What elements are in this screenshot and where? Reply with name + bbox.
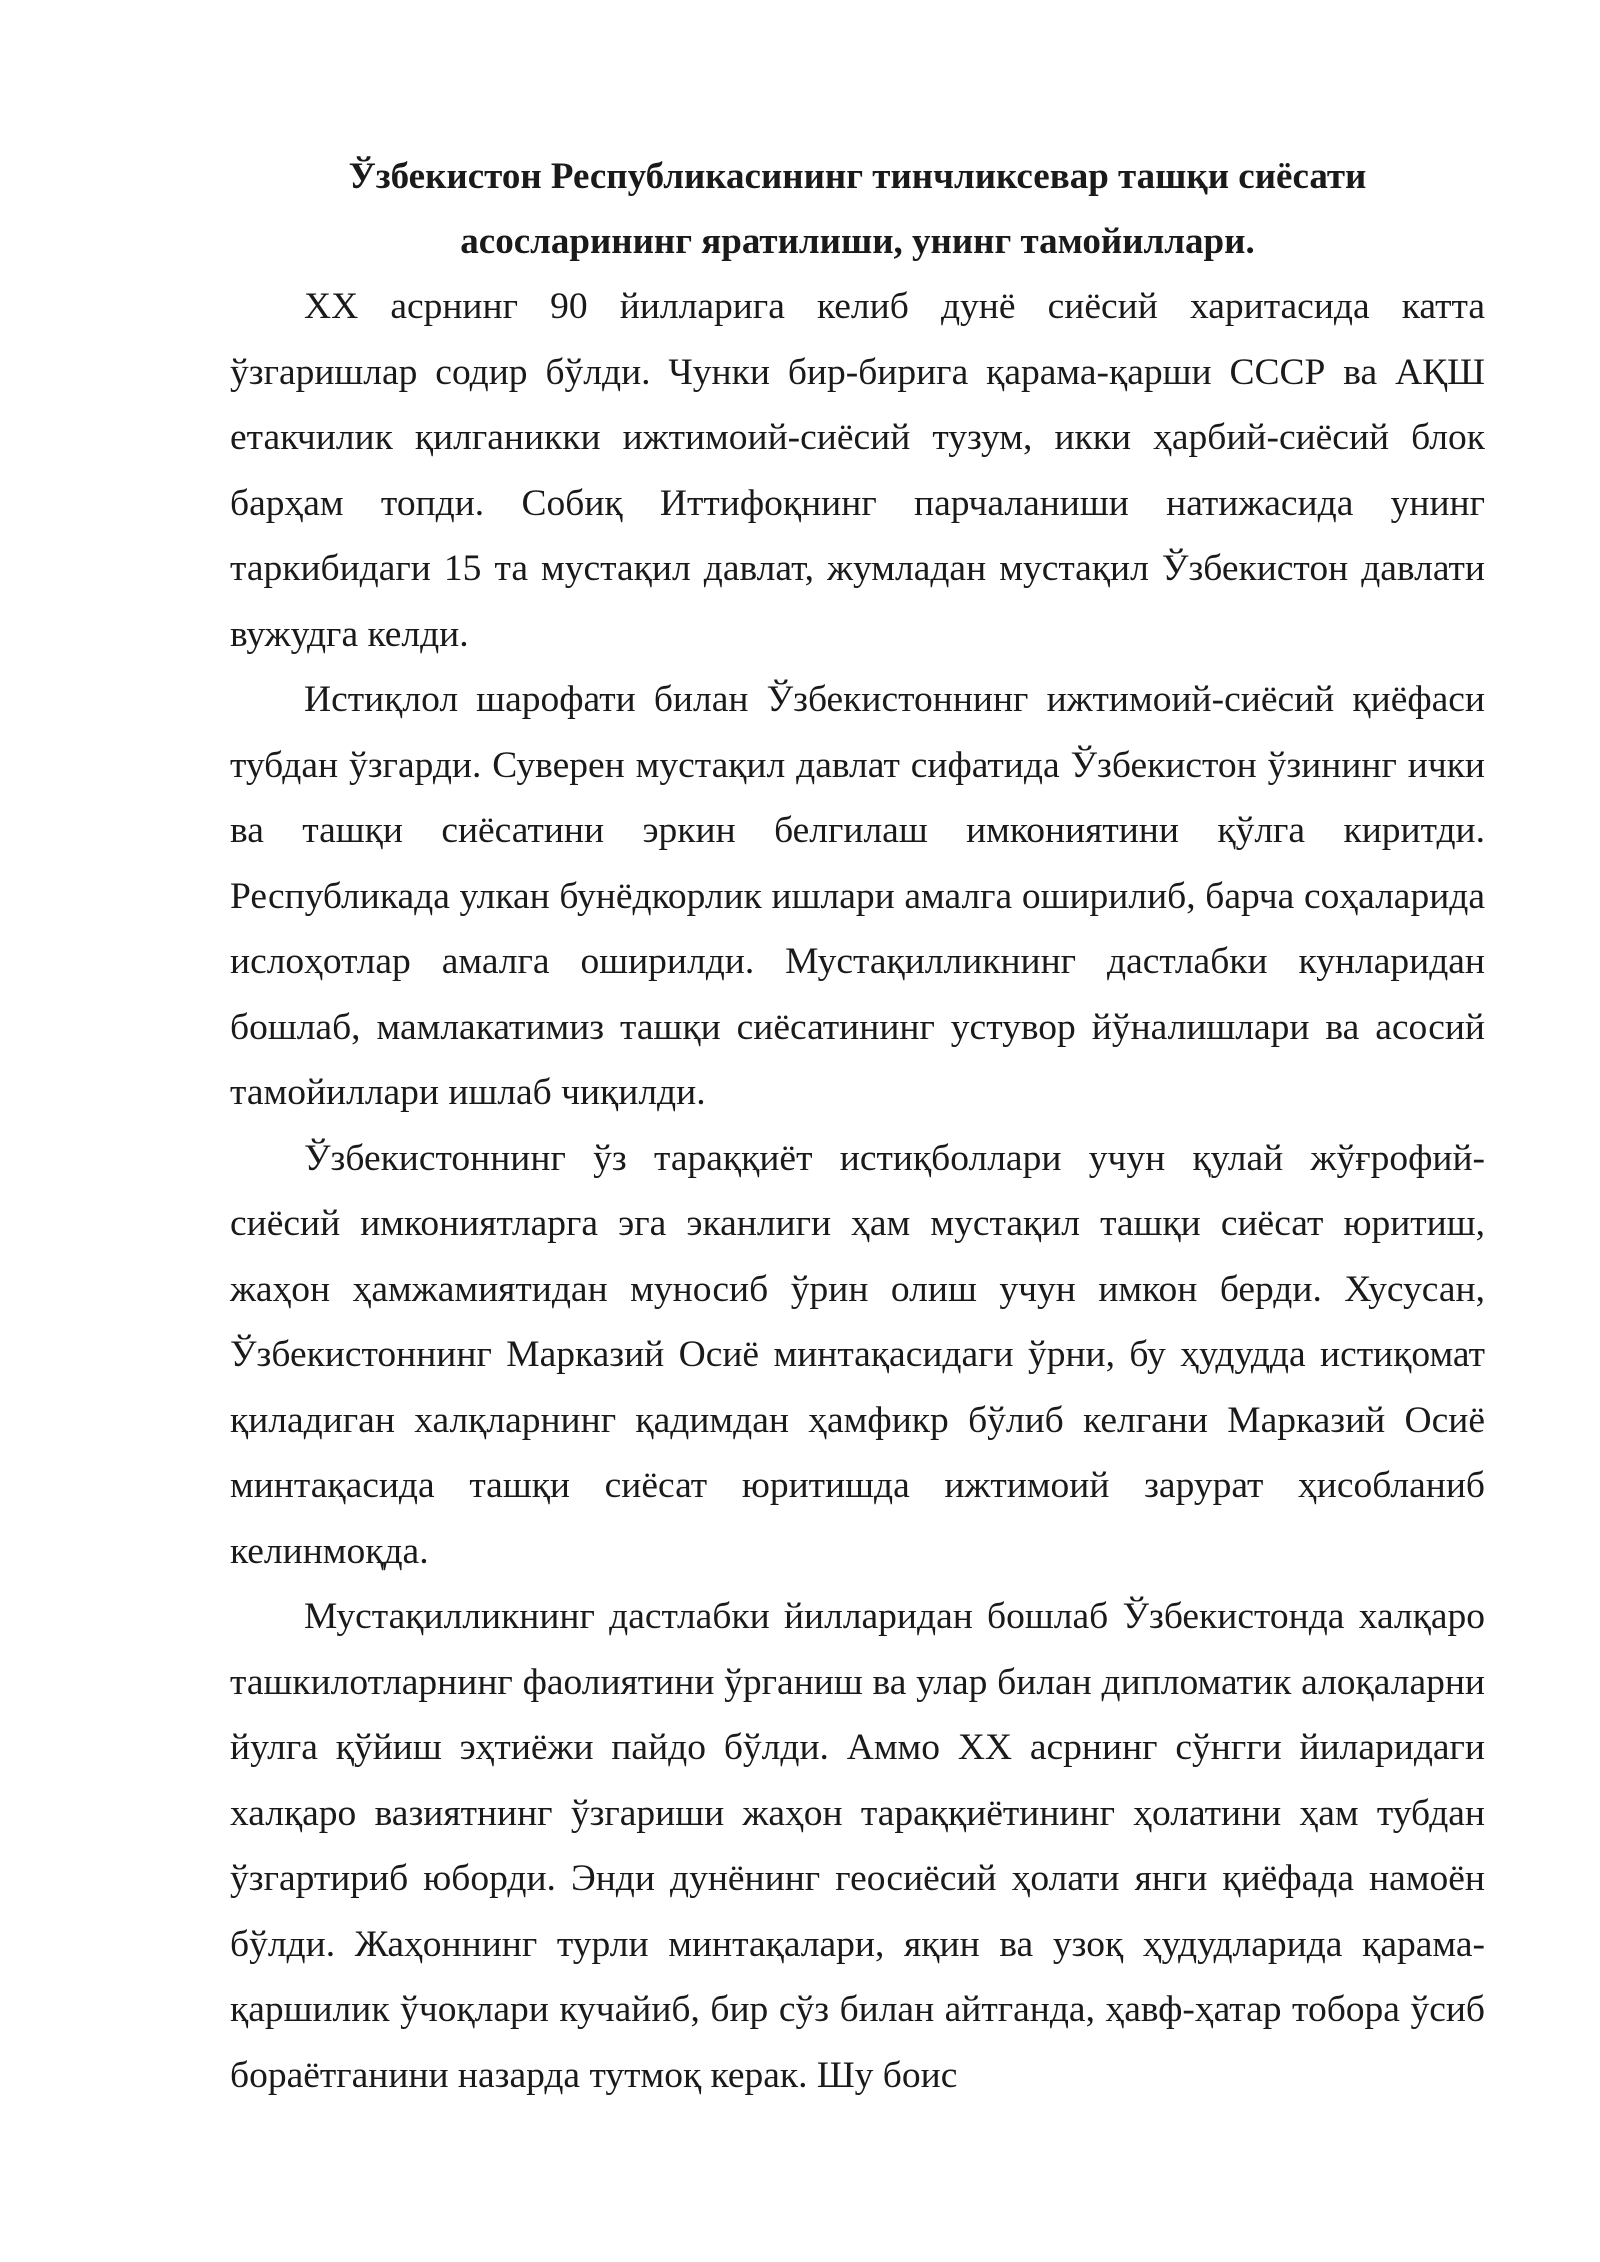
paragraph-2: Истиқлол шарофати билан Ўзбекистоннинг ижтимоий-сиёсий қиёфаси тубдан ўзгарди. Суверен мустақил давлат сифатида Ўзбекистон ўзининг ички ва ташқи сиёсатини эркин белгилаш имкониятини қўлга киритди. Республикада улкан бунёдкорлик ишлари амалга оширилиб, барча соҳаларида ислоҳотлар амалга оширилди. Мустақилликнинг дастлабки кунларидан бошлаб, мамлакатимиз ташқи сиёсатининг устувор йўналишлари ва асосий тамойиллари ишлаб чиқилди. <box>230 679 1485 1113</box>
title-line-2: асосларининг яратилиши, унинг тамойиллари. <box>460 221 1255 262</box>
page-content <box>230 140 1485 2108</box>
paragraph-1: XX асрнинг 90 йилларига келиб дунё сиёсий харитасида катта ўзгаришлар содир бўлди. Чунки бир-бирига қарама-қарши СССР ва АҚШ етакчилик қилганикки ижтимоий-сиёсий тузум, икки ҳарбий-сиёсий блок барҳам топди. Собиқ Иттифоқнинг парчаланиши натижасида унинг таркибидаги 15 та мустақил давлат, жумладан мустақил Ўзбекистон давлати вужудга келди. <box>230 286 1485 655</box>
title-line-1: Ўзбекистон Республикасининг тинчликсевар ташқи сиёсати <box>348 156 1367 197</box>
document-title <box>230 140 1485 274</box>
paragraph-4: Мустақилликнинг дастлабки йилларидан бошлаб Ўзбекистонда халқаро ташкилотларнинг фаолиятини ўрганиш ва улар билан дипломатик алоқаларни йулга қўйиш эҳтиёжи пайдо бўлди. Аммо XX асрнинг сўнгги йиларидаги халқаро вазиятнинг ўзгариши жаҳон тараққиётининг ҳолатини ҳам тубдан ўзгартириб юборди. Энди дунёнинг геосиёсий ҳолати янги қиёфада намоён бўлди. Жаҳоннинг турли минтақалари, яқин ва узоқ ҳудудларида қарама-қаршилик ўчоқлари кучайиб, бир сўз билан айтганда, ҳавф-ҳатар тобора ўсиб бораётганини назарда тутмоқ керак. Шу боис <box>230 1596 1485 2096</box>
paragraph-3: Ўзбекистоннинг ўз тараққиёт истиқболлари учун қулай жўғрофий-сиёсий имкониятларга эга эканлиги ҳам мустақил ташқи сиёсат юритиш, жаҳон ҳамжамиятидан муносиб ўрин олиш учун имкон берди. Хусусан, Ўзбекистоннинг Марказий Осиё минтақасидаги ўрни, бу ҳудудда истиқомат қиладиган халқларнинг қадимдан ҳамфикр бўлиб келгани Марказий Осиё минтақасида ташқи сиёсат юритишда ижтимоий зарурат ҳисобланиб келинмоқда. <box>230 1137 1485 1572</box>
